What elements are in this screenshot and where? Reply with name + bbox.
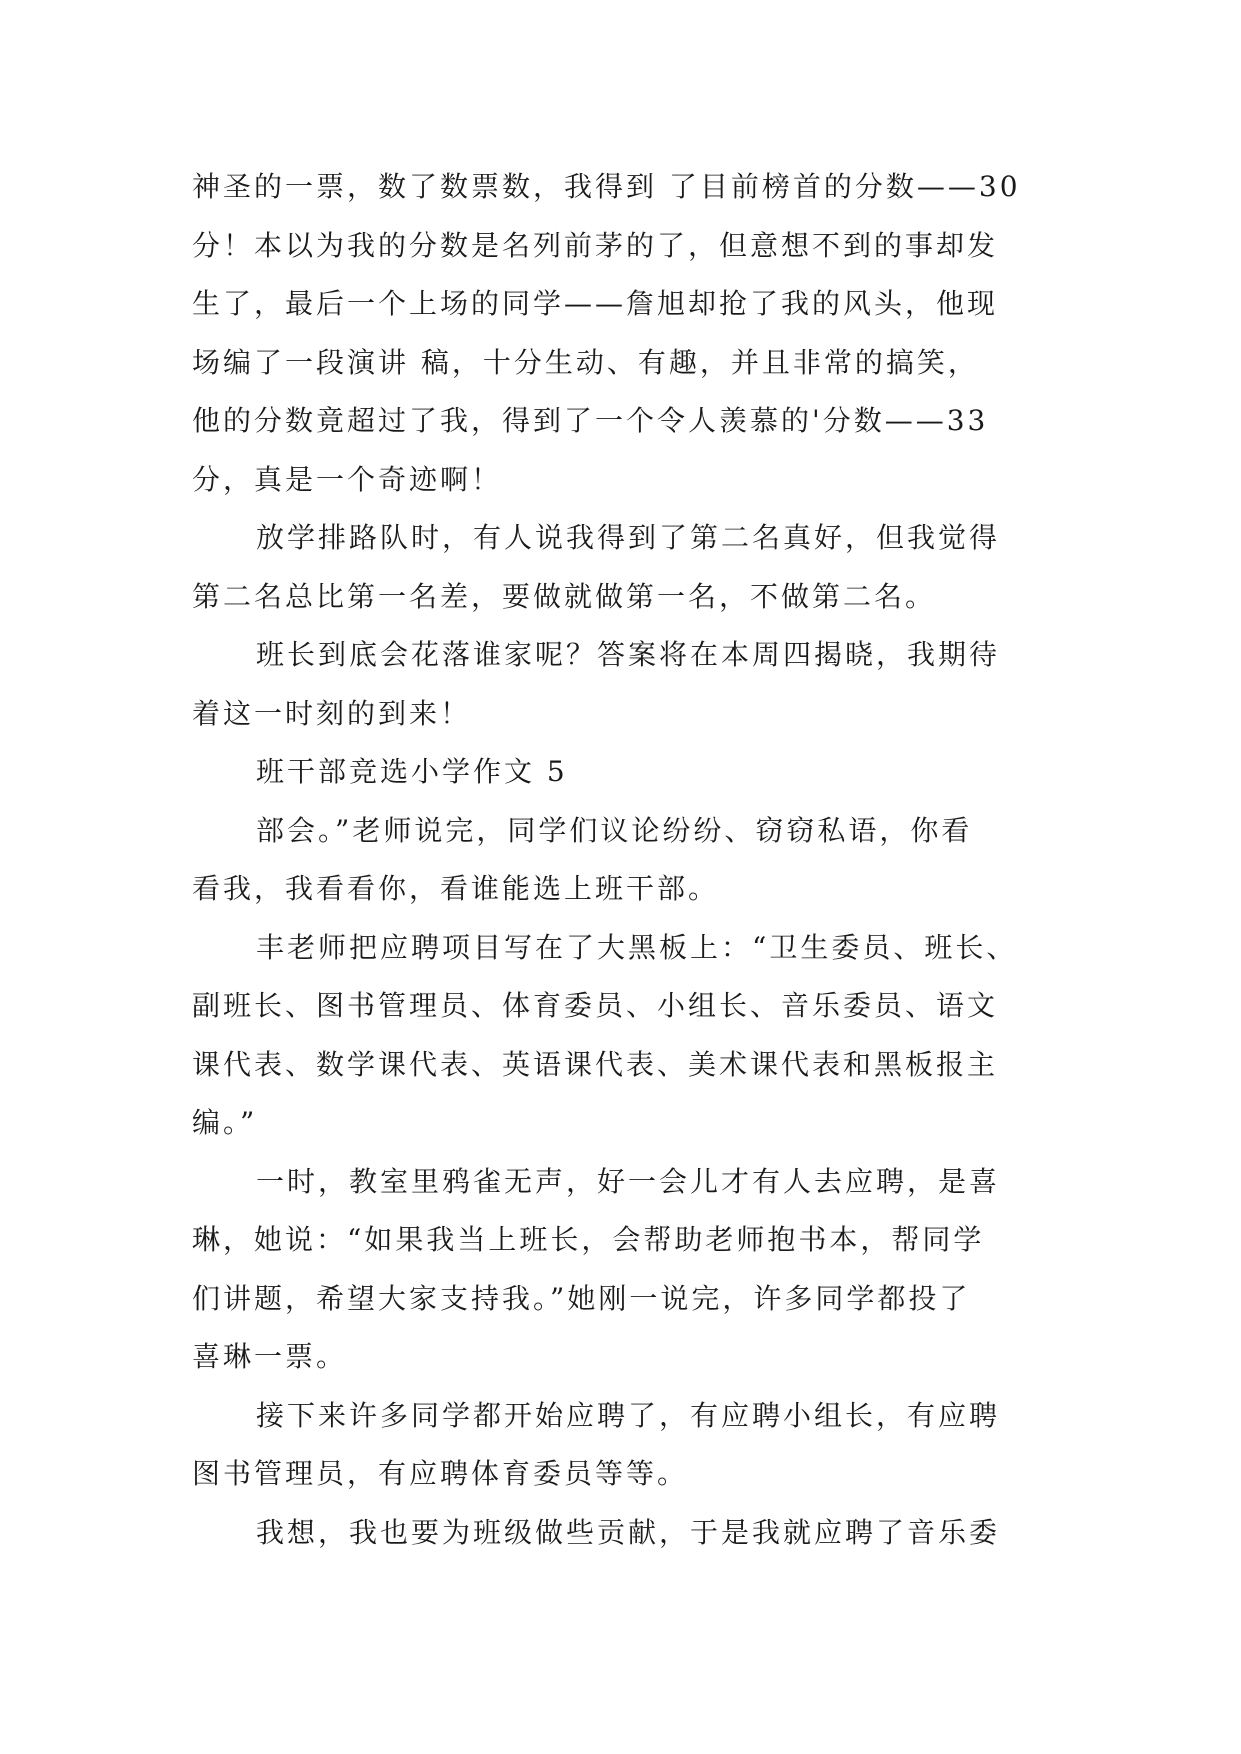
text-line: 喜琳一票。 (192, 1340, 348, 1373)
text-line: 琳，她说：“如果我当上班长，会帮助老师抱书本，帮同学 (192, 1223, 985, 1256)
paragraph (192, 1504, 1072, 1563)
text-line: 丰老师把应聘项目写在了大黑板上：“卫生委员、班长、 (256, 930, 1018, 964)
text-line: 我想，我也要为班级做些贡献，于是我就应聘了音乐委 (256, 1515, 1001, 1549)
text-line: 看我，我看看你，看谁能选上班干部。 (192, 872, 720, 905)
text-line: 图书管理员，有应聘体育委员等等。 (192, 1457, 689, 1490)
text-line: 一时，教室里鸦雀无声，好一会儿才有人去应聘，是喜 (256, 1164, 1001, 1198)
text-line: 班长到底会花落谁家呢？答案将在本周四揭晓，我期待 (256, 638, 1001, 671)
paragraph (192, 919, 1072, 1153)
text-line: 们讲题，希望大家支持我。”她刚一说完，许多同学都投了 (192, 1281, 971, 1315)
text-line: 班干部竞选小学作文 5 (256, 755, 568, 788)
paragraph (192, 509, 1072, 626)
paragraph (192, 1153, 1072, 1387)
paragraph (192, 158, 1072, 509)
paragraph (192, 802, 1072, 919)
document-body (192, 158, 1072, 1562)
paragraph (192, 626, 1072, 743)
text-line: 分！本以为我的分数是名列前茅的了，但意想不到的事却发 (192, 228, 999, 262)
text-line: 接下来许多同学都开始应聘了，有应聘小组长，有应聘 (256, 1398, 1001, 1432)
text-line: 分，真是一个奇迹啊！ (192, 462, 503, 496)
text-line: 编。” (192, 1106, 258, 1139)
text-line: 神圣的一票，数了数票数，我得到 了目前榜首的分数——30 (192, 170, 1021, 203)
text-line: 生了，最后一个上场的同学——詹旭却抢了我的风头，他现 (192, 287, 999, 320)
paragraph (192, 1387, 1072, 1504)
text-line: 第二名总比第一名差，要做就做第一名，不做第二名。 (192, 579, 937, 613)
paragraph (192, 743, 1072, 802)
text-line: 着这一时刻的到来！ (192, 696, 472, 730)
text-line: 他的分数竟超过了我，得到了一个令人羡慕的'分数——33 (192, 404, 989, 437)
text-line: 放学排路队时，有人说我得到了第二名真好，但我觉得 (256, 521, 1001, 554)
text-line: 部会。”老师说完，同学们议论纷纷、窃窃私语，你看 (256, 813, 973, 847)
text-line: 场编了一段演讲 稿，十分生动、有趣，并且非常的搞笑， (192, 345, 979, 379)
text-line: 副班长、图书管理员、体育委员、小组长、音乐委员、语文 (192, 989, 999, 1022)
text-line: 课代表、数学课代表、英语课代表、美术课代表和黑板报主 (192, 1047, 999, 1081)
